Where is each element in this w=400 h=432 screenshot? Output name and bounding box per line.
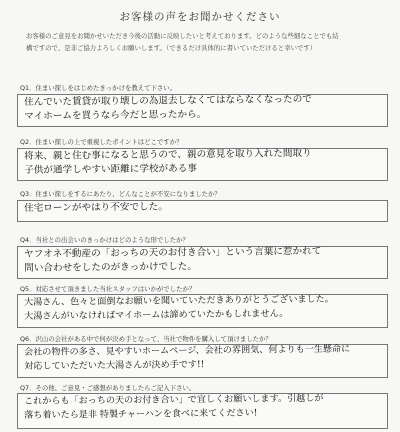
answer-5-text — [18, 291, 387, 324]
answer-1-box — [17, 94, 388, 127]
answer-line: 大湯さんがいなければマイホームは諦めていたかもしれません。 — [24, 309, 289, 322]
answer-line: 会社の物件の多さ、見やすいホームページ、会社の雰囲気、何よりも一生懸命に — [24, 344, 351, 358]
answer-7-box — [17, 393, 388, 429]
answer-line: 住んでいた賃貸が取り壊しの為退去しなくてはならなくなったので — [24, 93, 312, 108]
answer-line: 住宅ローンがやはり不安でした。 — [24, 201, 168, 214]
answer-line: これからも「おっちの天のお付き合い」で宜しくお願いします。引越しが — [24, 393, 324, 407]
question-3-label: Q3．住まい探しをするにあたり、どんなことが不安になりましたか？ — [20, 190, 221, 198]
answer-line: 大湯さん、色々と面倒なお願いを聞いていただきありがとうございました。 — [24, 294, 334, 308]
answer-5-box — [17, 294, 388, 328]
answer-1-text — [18, 91, 387, 124]
answer-line: 問い合わせをしたのがきっかけでした。 — [24, 261, 197, 274]
answer-2-box — [17, 148, 388, 181]
answer-3-text — [18, 197, 387, 216]
answer-4-text — [18, 243, 387, 276]
answer-line: 将来、親と住む事になると思うので、親の意見を取り入れた間取り — [24, 147, 312, 162]
answer-6-text — [18, 341, 387, 374]
answer-line: 落ち着いたら是非 特製チャーハンを食べに来てください! — [24, 408, 258, 421]
answer-line: 対応していただいた大湯さんが決め手です!! — [24, 360, 205, 372]
question-4-label: Q4．当社との出会いのきっかけはどのような形でしたか？ — [20, 236, 189, 244]
question-2-label: Q2．住まい探しの上で重視したポイントはどこですか？ — [20, 138, 183, 146]
answer-3-box — [17, 200, 388, 222]
page-title: お客様の声をお聞かせください — [119, 11, 281, 23]
answer-6-box — [17, 344, 388, 378]
answer-line: マイホームを買うなら今だと思ったから。 — [24, 109, 207, 122]
answer-line: ヤフオネ不動産の「おっちの天のお付き合い」という言葉に惹かれて — [24, 245, 322, 260]
question-1-label: Q1．住まい探しをはじめたきっかけを教えて下さい。 — [20, 84, 177, 92]
intro-text — [26, 30, 382, 54]
answer-7-text — [18, 390, 387, 423]
question-5-label: Q5．対応させて頂きました当社スタッフはいかがでしたか？ — [20, 285, 196, 293]
question-6-label: Q6．沢山の会社がある中で何が決め手となって、当社で物件を購入して頂けましたか？ — [20, 335, 272, 343]
intro-line: お客様のご意見をお聞かせいただき今後の活動に反映したいと考えております。どのような些細なことでも結 — [26, 32, 339, 40]
answer-4-box — [17, 246, 388, 279]
intro-line: 構ですので、是非ご協力よろしくお願いします。（できるだけ具体的に書いていただけると幸いです） — [26, 44, 317, 52]
question-7-label: Q7．その他、ご意見・ご感想がありましたらご記入下さい。 — [20, 384, 196, 392]
answer-line: 子供が通学しやすい距離に学校がある事 — [24, 163, 197, 176]
answer-2-text — [18, 145, 387, 178]
